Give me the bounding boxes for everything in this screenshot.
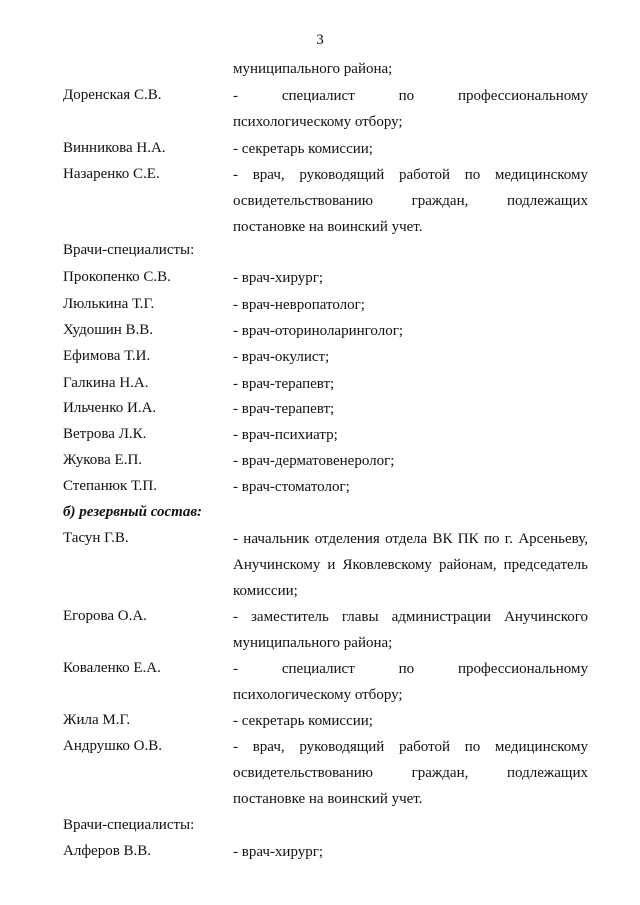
role-line: психологическому отбору; xyxy=(233,114,403,130)
role-line: - врач, руководящий работой по медицинскому xyxy=(233,167,588,183)
member-role xyxy=(233,843,588,869)
role-line: - врач-стоматолог; xyxy=(233,479,350,495)
member-role xyxy=(233,426,588,452)
role-line: - секретарь комиссии; xyxy=(233,141,373,157)
member-name: Галкина Н.А. xyxy=(63,375,149,391)
member-role xyxy=(233,660,588,712)
member-role xyxy=(233,348,588,374)
member-role xyxy=(233,322,588,348)
member-name: Жукова Е.П. xyxy=(63,452,143,468)
role-line: - врач-оториноларинголог; xyxy=(233,323,404,339)
subheader: Врачи-специалисты: xyxy=(63,242,195,258)
role-line: постановке на воинский учет. xyxy=(233,791,423,807)
role-line: - врач-хирург; xyxy=(233,844,324,860)
role-line: постановке на воинский учет. xyxy=(233,219,423,235)
member-role xyxy=(233,269,588,295)
subheader: Врачи-специалисты: xyxy=(63,817,195,833)
member-role xyxy=(233,400,588,426)
role-line: Анучинскому и Яковлевскому районам, председатель xyxy=(233,557,588,573)
role-line: - начальник отделения отдела ВК ПК по г. Арсеньеву, xyxy=(233,531,588,547)
member-role xyxy=(233,608,588,660)
role-line: - заместитель главы администрации Анучинского xyxy=(233,609,588,625)
member-name: Алферов В.В. xyxy=(63,843,152,859)
member-name: Ильченко И.А. xyxy=(63,400,157,416)
role-line: освидетельствованию граждан, подлежащих xyxy=(233,193,588,209)
member-name: Прокопенко С.В. xyxy=(63,269,171,285)
member-role xyxy=(233,60,588,86)
member-name: Андрушко О.В. xyxy=(63,738,162,754)
member-name: Тасун Г.В. xyxy=(63,530,129,546)
role-line: комиссии; xyxy=(233,583,298,599)
member-role xyxy=(233,478,588,504)
role-line: психологическому отбору; xyxy=(233,687,403,703)
role-line: - врач-хирург; xyxy=(233,270,324,286)
member-name: Ефимова Т.И. xyxy=(63,348,151,364)
member-name: Степанюк Т.П. xyxy=(63,478,157,494)
role-line: - специалист по профессиональному xyxy=(233,661,588,677)
role-line: - врач-дерматовенеролог; xyxy=(233,453,395,469)
role-line: - врач-окулист; xyxy=(233,349,330,365)
member-name: Винникова Н.А. xyxy=(63,140,166,156)
member-name: Люлькина Т.Г. xyxy=(63,296,155,312)
member-role xyxy=(233,375,588,401)
role-line: - врач, руководящий работой по медицинскому xyxy=(233,739,588,755)
role-line: - врач-психиатр; xyxy=(233,427,338,443)
member-role xyxy=(233,712,588,738)
member-role xyxy=(233,530,588,608)
role-line: муниципального района; xyxy=(233,635,393,651)
member-role xyxy=(233,738,588,816)
role-line: - специалист по профессиональному xyxy=(233,88,588,104)
member-name: Доренская С.В. xyxy=(63,87,162,103)
member-role xyxy=(233,140,588,166)
role-line: освидетельствованию граждан, подлежащих xyxy=(233,765,588,781)
member-role xyxy=(233,166,588,244)
member-role xyxy=(233,296,588,322)
member-role xyxy=(233,87,588,139)
page-number: 3 xyxy=(316,32,324,48)
member-role xyxy=(233,452,588,478)
member-name: Жила М.Г. xyxy=(63,712,131,728)
role-line: - врач-невропатолог; xyxy=(233,297,365,313)
role-line: муниципального района; xyxy=(233,61,393,77)
member-name: Ветрова Л.К. xyxy=(63,426,147,442)
role-line: - врач-терапевт; xyxy=(233,401,335,417)
member-name: Худошин В.В. xyxy=(63,322,154,338)
role-line: - врач-терапевт; xyxy=(233,376,335,392)
member-name: Коваленко Е.А. xyxy=(63,660,161,676)
member-name: Егорова О.А. xyxy=(63,608,147,624)
section-heading: б) резервный состав: xyxy=(63,504,203,520)
role-line: - секретарь комиссии; xyxy=(233,713,373,729)
member-name: Назаренко С.Е. xyxy=(63,166,160,182)
